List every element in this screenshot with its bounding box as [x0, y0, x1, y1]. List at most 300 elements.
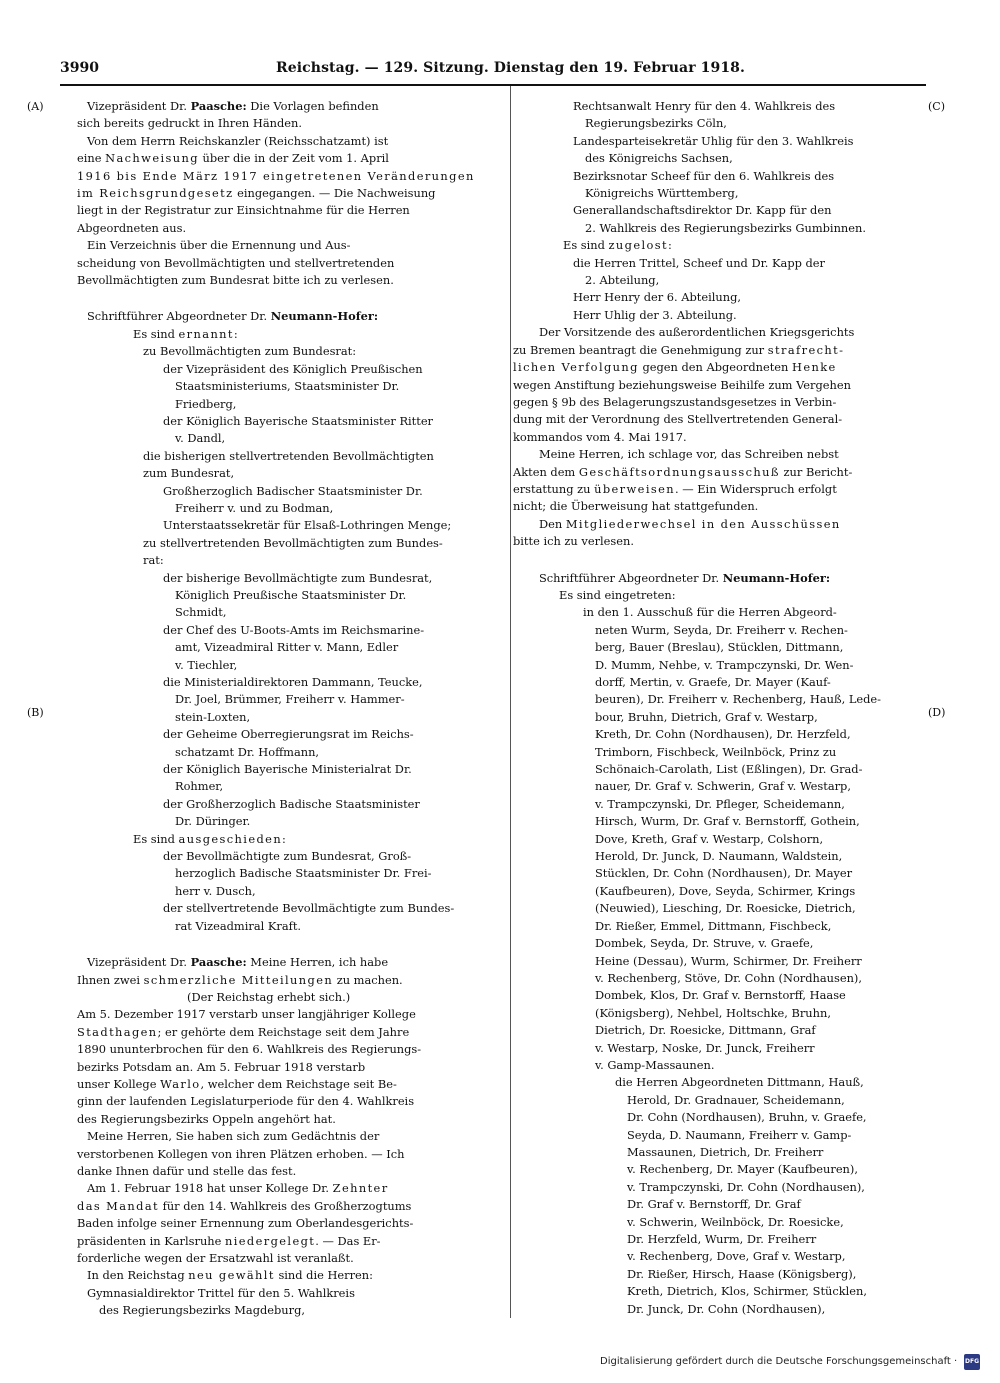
text-run: Den: [539, 516, 566, 531]
page-header: [60, 58, 926, 84]
text-line: [513, 1127, 941, 1144]
text-run: . — Ein Widerspruch erfolgt: [674, 481, 837, 496]
text-run: Schmidt,: [175, 605, 227, 620]
text-run: Der Vorsitzende des außerordentlichen Kriegsgerichts: [539, 325, 855, 340]
text-line: [77, 448, 505, 465]
text-run: die Ministerialdirektoren Dammann, Teucke,: [163, 675, 423, 689]
text-line: [513, 883, 941, 900]
text-line: [77, 517, 505, 534]
text-run: Neumann-Hofer:: [722, 570, 831, 585]
text-run: Von dem Herrn Reichskanzler (Reichsschatzamt) ist: [87, 133, 389, 148]
text-run: zugelost:: [608, 238, 674, 253]
margin-mark-b: (B): [27, 706, 44, 719]
text-line: [77, 972, 505, 989]
text-run: niedergelegt: [224, 1233, 316, 1248]
text-run: Stücklen, Dr. Cohn (Nordhausen), Dr. Mayer: [595, 866, 853, 881]
running-title: Reichstag. — 129. Sitzung. Dienstag den 19. Februar 1918.: [276, 60, 745, 76]
text-run: v. Westarp, Noske, Dr. Junck, Freiherr: [595, 1040, 815, 1055]
text-line: [513, 464, 941, 481]
text-line: [513, 429, 941, 446]
text-line: [77, 954, 505, 971]
text-run: Bevollmächtigten zum Bundesrat bitte ich zu verlesen.: [77, 273, 394, 288]
text-run: Mitgliederwechsel in den Ausschüssen: [565, 516, 841, 531]
text-line: [77, 430, 505, 447]
text-line: [77, 1006, 505, 1023]
text-line: [513, 953, 941, 970]
text-run: Dr. Düringer.: [175, 814, 251, 829]
text-run: der Bevollmächtigte zum Bundesrat, Groß-: [163, 849, 412, 864]
text-line: [77, 133, 505, 150]
text-line: [77, 500, 505, 517]
text-run: Staatsministeriums, Staatsminister Dr.: [175, 379, 400, 394]
text-run: der Geheime Oberregierungsrat im Reichs-: [163, 727, 414, 742]
text-line: [513, 900, 941, 917]
text-line: [77, 1267, 505, 1284]
text-run: Rechtsanwalt Henry für den 4. Wahlkreis des: [573, 99, 836, 113]
text-run: Massaunen, Dietrich, Dr. Freiherr: [627, 1144, 824, 1159]
text-run: zur Bericht-: [779, 464, 853, 479]
text-run: rat Vizeadmiral Kraft.: [175, 918, 302, 933]
text-run: scheidung von Bevollmächtigten und stellvertretenden: [77, 255, 395, 270]
text-run: forderliche wegen der Ersatzwahl ist veranlaßt.: [77, 1251, 354, 1265]
text-line: [77, 570, 505, 587]
text-run: neten Wurm, Seyda, Dr. Freiherr v. Rechen-: [595, 622, 848, 637]
text-line: [513, 1214, 941, 1231]
text-run: Es sind: [563, 238, 609, 253]
text-run: v. Rechenberg, Stöve, Dr. Cohn (Nordhausen),: [595, 970, 862, 985]
dfg-logo: DFG: [964, 1354, 980, 1370]
text-line: [513, 237, 941, 254]
text-run: Henke: [791, 360, 837, 375]
left-column: [77, 98, 505, 1320]
text-run: Es sind: [133, 326, 179, 341]
text-line: [513, 1092, 941, 1109]
text-line: [513, 1057, 941, 1074]
text-line: [513, 394, 941, 411]
text-run: v. Trampczynski, Dr. Pfleger, Scheidemann,: [595, 796, 845, 811]
text-run: Hirsch, Wurm, Dr. Graf v. Bernstorff, Gothein,: [595, 814, 860, 829]
column-divider: [510, 86, 511, 1318]
text-run: eingegangen. — Die Nachweisung: [233, 186, 436, 201]
text-run: Schriftführer Abgeordneter Dr.: [539, 570, 723, 585]
text-line: [77, 237, 505, 254]
text-run: Meine Herren, ich schlage vor, das Schreiben nebst: [539, 447, 839, 462]
text-run: Ihnen zwei: [77, 972, 144, 987]
text-run: liegt in der Registratur zur Einsichtnahme für die Herren: [77, 203, 410, 218]
text-line: [513, 935, 941, 952]
text-run: Unterstaatssekretär für Elsaß-Lothringen Menge;: [163, 518, 452, 533]
text-run: der Königlich Bayerische Staatsminister Ritter: [163, 413, 433, 428]
text-run: wegen Anstiftung beziehungsweise Beihilfe zum Vergehen: [513, 377, 851, 392]
text-line: [513, 1040, 941, 1057]
text-line: [513, 516, 941, 533]
text-run: v. Gamp-Massaunen.: [595, 1057, 715, 1072]
text-line: [513, 533, 941, 550]
text-line: [513, 691, 941, 708]
text-run: (Neuwied), Liesching, Dr. Roesicke, Dietrich,: [595, 901, 856, 916]
text-run: Ein Verzeichnis über die Ernennung und Aus-: [87, 238, 351, 253]
text-line: [513, 446, 941, 463]
text-run: kommandos vom 4. Mai 1917.: [513, 429, 687, 444]
right-column: [513, 98, 941, 1318]
text-run: der Vizepräsident des Königlich Preußischen: [163, 361, 423, 376]
text-line: [513, 220, 941, 237]
text-line: [513, 272, 941, 289]
text-line: [77, 255, 505, 272]
text-line: [77, 604, 505, 621]
text-run: Die Vorlagen befinden: [246, 99, 379, 113]
text-run: Dr. Herzfeld, Wurm, Dr. Freiherr: [627, 1232, 817, 1246]
text-run: , welcher dem Reichstage seit Be-: [200, 1076, 397, 1091]
text-run: lichen Verfolgung: [513, 360, 639, 375]
text-run: Am 5. Dezember 1917 verstarb unser langjähriger Kollege: [77, 1007, 416, 1022]
text-line: [77, 552, 505, 569]
text-line: [77, 308, 505, 325]
text-line: [513, 185, 941, 202]
text-line: [513, 918, 941, 935]
text-line: [77, 918, 505, 935]
text-line: [513, 761, 941, 778]
text-run: zu machen.: [333, 972, 403, 987]
text-line: [513, 1231, 941, 1248]
text-run: Trimborn, Fischbeck, Weilnböck, Prinz zu: [595, 744, 837, 759]
header-rule: [60, 84, 926, 86]
text-run: Gymnasialdirektor Trittel für den 5. Wahlkreis: [87, 1285, 355, 1300]
text-run: Stadthagen: [77, 1024, 158, 1039]
text-run: Kreth, Dietrich, Klos, Schirmer, Stücklen,: [627, 1284, 868, 1299]
text-run: Meine Herren, ich habe: [246, 955, 389, 970]
text-run: Königlich Preußische Staatsminister Dr.: [175, 587, 407, 602]
text-line: [77, 185, 505, 202]
text-line: [77, 1041, 505, 1058]
text-run: der Großherzoglich Badische Staatsminister: [163, 796, 420, 811]
text-line: [77, 639, 505, 656]
text-line: [513, 970, 941, 987]
text-line: [77, 761, 505, 778]
text-line: [77, 726, 505, 743]
text-line: [77, 900, 505, 917]
text-line: [513, 1301, 941, 1318]
text-run: der bisherige Bevollmächtigte zum Bundesrat,: [163, 570, 433, 585]
text-run: sind die Herren:: [274, 1268, 373, 1283]
text-run: Vizepräsident Dr.: [87, 955, 191, 970]
text-line: [513, 987, 941, 1004]
text-run: Freiherr v. und zu Bodman,: [175, 500, 334, 515]
text-run: danke Ihnen dafür und stelle das fest.: [77, 1163, 297, 1178]
funding-note: Digitalisierung gefördert durch die Deutsche Forschungsgemeinschaft ·: [600, 1356, 958, 1367]
text-run: Friedberg,: [175, 396, 237, 411]
text-line: [513, 570, 941, 587]
text-run: Akten dem: [513, 464, 579, 479]
text-line: [77, 202, 505, 219]
text-run: die Herren Trittel, Scheef und Dr. Kapp der: [573, 255, 825, 270]
text-run: 1890 ununterbrochen für den 6. Wahlkreis des Regierungs-: [77, 1042, 422, 1057]
text-line: [77, 1093, 505, 1110]
text-run: Dr. Rießer, Emmel, Dittmann, Fischbeck,: [595, 918, 832, 933]
text-run: Es sind eingetreten:: [559, 587, 676, 602]
text-line: [77, 272, 505, 289]
text-run: verstorbenen Kollegen von ihren Plätzen erhoben. — Ich: [77, 1146, 405, 1161]
text-run: Dombek, Seyda, Dr. Struve, v. Graefe,: [595, 936, 814, 951]
text-line: [77, 343, 505, 360]
text-run: Bezirksnotar Scheef für den 6. Wahlkreis des: [573, 168, 835, 183]
text-line: [513, 255, 941, 272]
text-run: strafrecht-: [767, 342, 845, 357]
text-run: Dr. Joel, Brümmer, Freiherr v. Hammer-: [175, 692, 405, 707]
text-line: [77, 622, 505, 639]
text-line: [513, 709, 941, 726]
text-line: [513, 307, 941, 324]
text-run: ernannt:: [178, 326, 240, 341]
text-run: des Königreichs Sachsen,: [585, 151, 733, 166]
text-line: [77, 674, 505, 691]
text-run: eine: [77, 151, 106, 166]
text-line: [513, 289, 941, 306]
text-run: Herr Uhlig der 3. Abteilung.: [573, 307, 737, 322]
text-run: 2. Abteilung,: [585, 273, 660, 288]
text-run: v. Schwerin, Weilnböck, Dr. Roesicke,: [627, 1214, 844, 1229]
text-line: [513, 498, 941, 515]
text-run: nauer, Dr. Graf v. Schwerin, Graf v. Westarp,: [595, 779, 851, 794]
text-line: [77, 657, 505, 674]
text-run: für den 14. Wahlkreis des Großherzogtums: [159, 1198, 412, 1213]
text-line: [513, 150, 941, 167]
text-run: gegen § 9b des Belagerungszustandsgesetzes in Verbin-: [513, 394, 837, 409]
text-line: [77, 1024, 505, 1041]
text-run: Dr. Rießer, Hirsch, Haase (Königsberg),: [627, 1266, 857, 1281]
text-run: Königreichs Württemberg,: [585, 186, 739, 201]
text-line: [77, 1146, 505, 1163]
text-run: Meine Herren, Sie haben sich zum Gedächtnis der: [87, 1129, 380, 1144]
text-line: [513, 133, 941, 150]
text-line: [513, 324, 941, 341]
margin-mark-c: (C): [928, 100, 945, 113]
text-line: [77, 1215, 505, 1232]
text-line: [77, 1180, 505, 1197]
text-line: [513, 831, 941, 848]
text-line: [513, 778, 941, 795]
text-run: rat:: [143, 553, 164, 568]
text-run: die Herren Abgeordneten Dittmann, Hauß,: [615, 1075, 864, 1090]
text-line: [77, 587, 505, 604]
text-run: Generallandschaftsdirektor Dr. Kapp für den: [573, 203, 832, 218]
text-line: [77, 361, 505, 378]
text-run: Dombek, Klos, Dr. Graf v. Bernstorff, Haase: [595, 988, 846, 1003]
text-run: In den Reichstag: [87, 1268, 189, 1283]
text-line: [77, 778, 505, 795]
text-run: präsidenten in Karlsruhe: [77, 1233, 225, 1248]
text-run: v. Rechenberg, Dove, Graf v. Westarp,: [627, 1249, 846, 1264]
margin-mark-a: (A): [27, 100, 44, 113]
text-line: [77, 1163, 505, 1180]
text-line: [513, 848, 941, 865]
text-run: ausgeschieden:: [178, 831, 288, 846]
text-run: dung mit der Verordnung des Stellvertretenden General-: [513, 412, 843, 427]
text-line: [513, 98, 941, 115]
text-run: v. Rechenberg, Dr. Mayer (Kaufbeuren),: [627, 1162, 858, 1177]
text-line: [513, 726, 941, 743]
text-line: [513, 604, 941, 621]
text-run: Dr. Graf v. Bernstorff, Dr. Graf: [627, 1197, 801, 1212]
text-line: [77, 744, 505, 761]
text-run: . — Das Er-: [315, 1233, 381, 1248]
text-run: der Königlich Bayerische Ministerialrat Dr.: [163, 762, 412, 777]
text-line: [77, 1250, 505, 1267]
text-run: Regierungsbezirks Cöln,: [585, 116, 727, 131]
text-run: Geschäftsordnungsausschuß: [578, 464, 780, 479]
text-run: in den 1. Ausschuß für die Herren Abgeord-: [583, 605, 837, 620]
text-line: [77, 413, 505, 430]
text-line: [77, 691, 505, 708]
text-run: im Reichsgrundgesetz: [77, 186, 234, 201]
text-run: unser Kollege: [77, 1076, 161, 1091]
text-line: [513, 622, 941, 639]
text-line: [513, 1022, 941, 1039]
text-run: schatzamt Dr. Hoffmann,: [175, 744, 320, 759]
text-run: Vizepräsident Dr.: [87, 99, 191, 113]
text-line: [513, 1248, 941, 1265]
text-line: [513, 674, 941, 691]
text-run: bezirks Potsdam an. Am 5. Februar 1918 verstarb: [77, 1059, 366, 1074]
text-line: [77, 865, 505, 882]
text-line: [77, 115, 505, 132]
text-run: (Königsberg), Nehbel, Holtschke, Bruhn,: [595, 1005, 831, 1020]
text-run: (Der Reichstag erhebt sich.): [187, 989, 351, 1004]
text-run: herzoglich Badische Staatsminister Dr. Frei-: [175, 866, 432, 881]
text-run: D. Mumm, Nehbe, v. Trampczynski, Dr. Wen-: [595, 657, 854, 672]
text-line: [77, 1285, 505, 1302]
text-line: [77, 709, 505, 726]
text-line: [77, 989, 505, 1006]
text-line: [513, 1161, 941, 1178]
text-line: [77, 1198, 505, 1215]
text-run: sich bereits gedruckt in Ihren Händen.: [77, 116, 302, 131]
text-line: [77, 220, 505, 237]
text-run: zum Bundesrat,: [143, 466, 235, 481]
text-run: (Kaufbeuren), Dove, Seyda, Schirmer, Krings: [595, 883, 856, 898]
text-line: [77, 168, 505, 185]
text-run: die bisherigen stellvertretenden Bevollmächtigten: [143, 448, 434, 463]
text-run: gegen den Abgeordneten: [638, 360, 792, 375]
text-run: zu Bremen beantragt die Genehmigung zur: [513, 342, 768, 357]
text-line: [77, 1128, 505, 1145]
text-run: Abgeordneten aus.: [77, 220, 187, 235]
text-run: überweisen: [594, 481, 675, 496]
text-run: Dr. Cohn (Nordhausen), Bruhn, v. Graefe,: [627, 1110, 867, 1125]
text-run: v. Dandl,: [175, 431, 226, 446]
text-run: Kreth, Dr. Cohn (Nordhausen), Dr. Herzfeld,: [595, 727, 851, 742]
text-run: Herr Henry der 6. Abteilung,: [573, 290, 741, 305]
text-run: Landesparteisekretär Uhlig für den 3. Wahlkreis: [573, 133, 854, 148]
text-line: [77, 813, 505, 830]
text-run: 1916 bis Ende März 1917 eingetretenen Veränderungen: [77, 168, 475, 183]
text-run: Herold, Dr. Gradnauer, Scheidemann,: [627, 1092, 845, 1107]
text-line: [513, 115, 941, 132]
text-run: nicht; die Überweisung hat stattgefunden.: [513, 499, 759, 514]
text-run: dorff, Mertin, v. Graefe, Dr. Mayer (Kauf-: [595, 675, 831, 689]
text-line: [513, 377, 941, 394]
text-line: [77, 848, 505, 865]
text-run: Dietrich, Dr. Roesicke, Dittmann, Graf: [595, 1023, 816, 1038]
text-line: [77, 796, 505, 813]
text-line: [513, 342, 941, 359]
text-line: [513, 796, 941, 813]
text-line: [77, 1302, 505, 1319]
text-line: [513, 359, 941, 376]
text-run: zu Bevollmächtigten zum Bundesrat:: [143, 344, 357, 359]
text-run: herr v. Dusch,: [175, 883, 256, 898]
text-run: Großherzoglich Badischer Staatsminister Dr.: [163, 483, 423, 498]
text-run: über die in der Zeit vom 1. April: [198, 151, 389, 166]
text-run: bitte ich zu verlesen.: [513, 534, 634, 549]
text-run: zu stellvertretenden Bevollmächtigten zum Bundes-: [143, 535, 443, 550]
text-run: Neumann-Hofer:: [270, 309, 379, 324]
text-line: [77, 831, 505, 848]
text-run: Baden infolge seiner Ernennung zum Oberlandesgerichts-: [77, 1216, 414, 1231]
text-line: [77, 1111, 505, 1128]
text-line: [77, 1076, 505, 1093]
text-line: [77, 483, 505, 500]
text-line: [513, 865, 941, 882]
text-line: [77, 396, 505, 413]
text-run: stein-Loxten,: [175, 709, 251, 724]
text-run: 2. Wahlkreis des Regierungsbezirks Gumbinnen.: [585, 220, 866, 235]
text-run: berg, Bauer (Breslau), Stücklen, Dittmann,: [595, 640, 844, 655]
text-line: [513, 1144, 941, 1161]
text-run: v. Trampczynski, Dr. Cohn (Nordhausen),: [627, 1179, 865, 1194]
text-line: [513, 1196, 941, 1213]
text-line: [513, 1283, 941, 1300]
text-run: Zehnter: [332, 1181, 389, 1196]
text-run: Schönaich-Carolath, List (Eßlingen), Dr. Grad-: [595, 762, 863, 777]
text-line: [513, 639, 941, 656]
text-line: [77, 465, 505, 482]
text-run: ginn der laufenden Legislaturperiode für den 4. Wahlkreis: [77, 1094, 415, 1109]
text-line: [513, 657, 941, 674]
text-line: [513, 813, 941, 830]
text-line: [513, 1005, 941, 1022]
page-number: 3990: [60, 60, 99, 76]
text-run: des Regierungsbezirks Magdeburg,: [99, 1303, 305, 1318]
text-line: [513, 202, 941, 219]
text-run: Seyda, D. Naumann, Freiherr v. Gamp-: [627, 1127, 852, 1142]
text-line: [513, 744, 941, 761]
text-run: ; er gehörte dem Reichstage seit dem Jahre: [157, 1024, 410, 1039]
text-line: [513, 481, 941, 498]
text-run: das Mandat: [77, 1198, 159, 1213]
text-line: [77, 883, 505, 900]
text-run: der stellvertretende Bevollmächtigte zum Bundes-: [163, 901, 455, 916]
text-line: [513, 1266, 941, 1283]
text-run: amt, Vizeadmiral Ritter v. Mann, Edler: [175, 640, 399, 655]
text-run: Nachweisung: [105, 151, 199, 166]
text-run: Es sind: [133, 831, 179, 846]
text-run: schmerzliche Mitteilungen: [143, 972, 334, 987]
text-run: Heine (Dessau), Wurm, Schirmer, Dr. Freiherr: [595, 953, 862, 968]
text-run: Paasche:: [190, 99, 247, 113]
text-line: [513, 1179, 941, 1196]
text-run: Dr. Junck, Dr. Cohn (Nordhausen),: [627, 1301, 826, 1316]
text-run: der Chef des U-Boots-Amts im Reichsmarine-: [163, 622, 425, 637]
text-run: v. Tiechler,: [175, 657, 238, 672]
text-line: [77, 1059, 505, 1076]
text-line: [77, 98, 505, 115]
text-run: bour, Bruhn, Dietrich, Graf v. Westarp,: [595, 709, 818, 724]
text-line: [513, 168, 941, 185]
text-run: des Regierungsbezirks Oppeln angehört hat.: [77, 1111, 336, 1126]
text-run: Schriftführer Abgeordneter Dr.: [87, 309, 271, 324]
text-line: [77, 378, 505, 395]
